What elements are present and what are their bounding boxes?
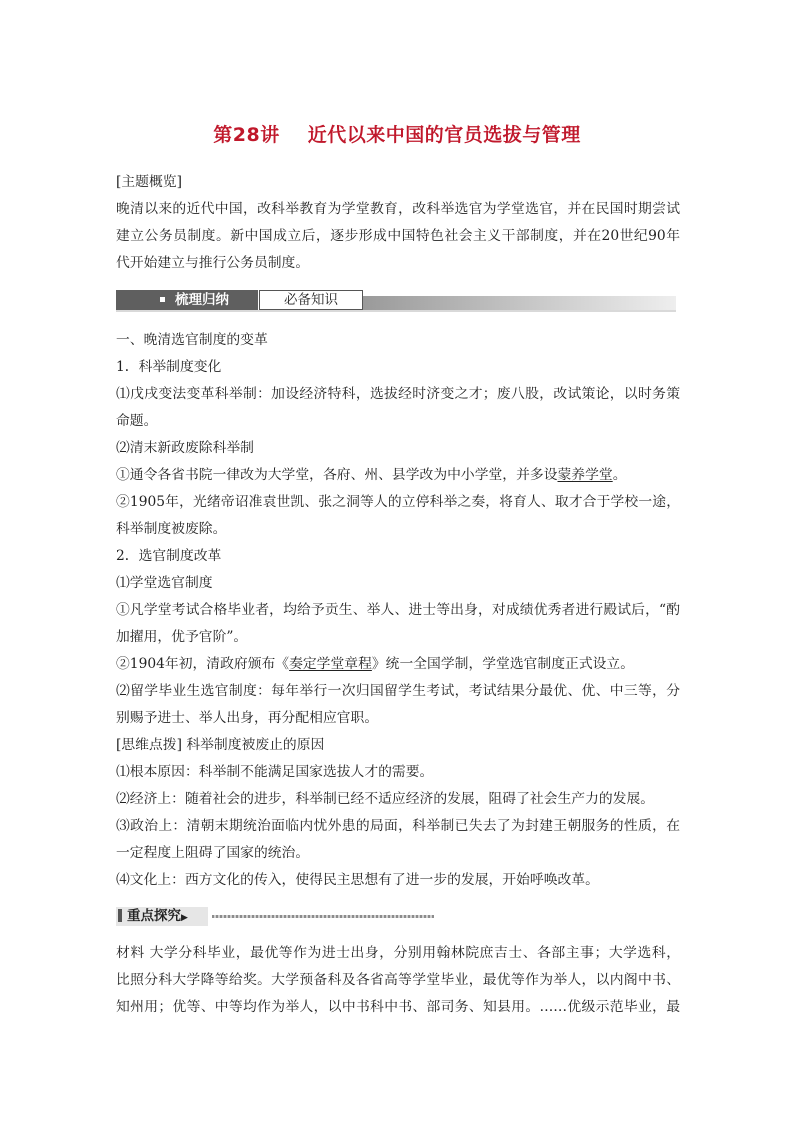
paragraph-line [116,654,680,674]
thinking-label: [思维点拨] [116,737,182,753]
focus-dotted-line [212,915,434,918]
reason-line: ⑴根本原因：科举制不能满足国家选拔人才的需要。 [116,764,434,780]
paragraph-line [116,465,680,485]
focus-label: 重点探究 [127,908,181,924]
lecture-topic: 近代以来中国的官员选拔与管理 [307,124,581,146]
reason-line: 一定程度上阻碍了国家的统治。 [116,845,310,861]
reason-line: ⑵经济上：随着社会的进步，科举制已经不适应经济的发展，阻碍了社会生产力的发展。 [116,791,655,807]
paragraph-line: ②1905年，光绪帝诏准袁世凯、张之洞等人的立停科举之奏，将育人、取才合于学校一途， [116,494,680,510]
paragraph-line: ①凡学堂考试合格毕业者，均给予贡生、举人、进士等出身，对成绩优秀者进行殿试后，“酌 [116,602,680,618]
paragraph-line: ⑵清末新政废除科举制 [116,440,254,456]
text-span: 。 [612,467,627,483]
banner-dark-label: 梳理归纳 [175,292,229,308]
section-heading: 一、晚清选官制度的变革 [116,332,268,348]
material-label: 材料 [116,945,145,961]
overview-line: 晚清以来的近代中国，改科举教育为学堂教育，改科举选官为学堂选官，并在民国时期尝试 [116,201,680,217]
paragraph-line: 别赐予进士、举人出身，再分配相应官职。 [116,710,379,726]
thinking-heading [116,735,680,755]
paragraph-line: 加擢用，优予官阶”。 [116,629,248,645]
material-line: 知州用；优等、中等均作为举人，以中书科中书、部司务、知县用。……优级示范毕业，最 [116,999,680,1015]
paragraph-line: 科举制度被废除。 [116,521,227,537]
text-span: ②1904年初，清政府颁布《 [116,656,290,672]
thinking-title: 科举制度被废止的原因 [186,737,325,753]
subsection-heading: 1．科举制度变化 [116,359,222,375]
banner-dark-tab [116,290,258,310]
material-line: 比照分科大学降等给奖。大学预备科及各省高等学堂毕业，最优等作为举人，以内阁中书、 [116,972,680,988]
underlined-term: 蒙养学堂 [557,467,613,483]
triangle-right-icon: ▶ [181,913,188,923]
text-span: 》统一全国学制，学堂选官制度正式设立。 [371,656,635,672]
subsection-heading: 2．选官制度改革 [116,548,222,564]
text-span: ①通令各省书院一律改为大学堂，各府、州、县学改为中小学堂，并多设 [116,467,558,483]
underlined-term: 奏定学堂章程 [289,656,372,672]
page-title [0,120,794,147]
overview-heading: [主题概览] [116,174,182,190]
focus-label-box [116,907,208,926]
bar-marker-icon [118,909,122,922]
reason-line: ⑶政治上：清朝末期统治面临内忧外患的局面，科举制已失去了为封建王朝服务的性质，在 [116,818,680,834]
focus-section-header [116,907,436,926]
material-line [116,943,680,963]
overview-line: 代开始建立与推行公务员制度。 [116,255,310,271]
banner-rule [116,310,676,312]
paragraph-line: 命题。 [116,413,158,429]
paragraph-line: ⑴学堂选官制度 [116,575,213,591]
section-banner [116,290,676,310]
square-bullet-icon [160,297,165,302]
paragraph-line: ⑵留学毕业生选官制度：每年举行一次归国留学生考试，考试结果分最优、优、中三等，分 [116,683,680,699]
lecture-number: 第28讲 [213,124,280,146]
material-text: 大学分科毕业，最优等作为进士出身，分别用翰林院庶吉士、各部主事；大学选科， [149,945,681,961]
paragraph-line: ⑴戊戌变法变革科举制：加设经济特科，选拔经时济变之才；废八股，改试策论，以时务策 [116,386,680,402]
overview-line: 建立公务员制度。新中国成立后，逐步形成中国特色社会主义干部制度，并在20世纪90年 [116,228,680,244]
reason-line: ⑷文化上：西方文化的传入，使得民主思想有了进一步的发展，开始呼唤改革。 [116,872,599,888]
banner-boxed-label: 必备知识 [259,290,363,310]
banner-gradient-bar [363,296,676,310]
